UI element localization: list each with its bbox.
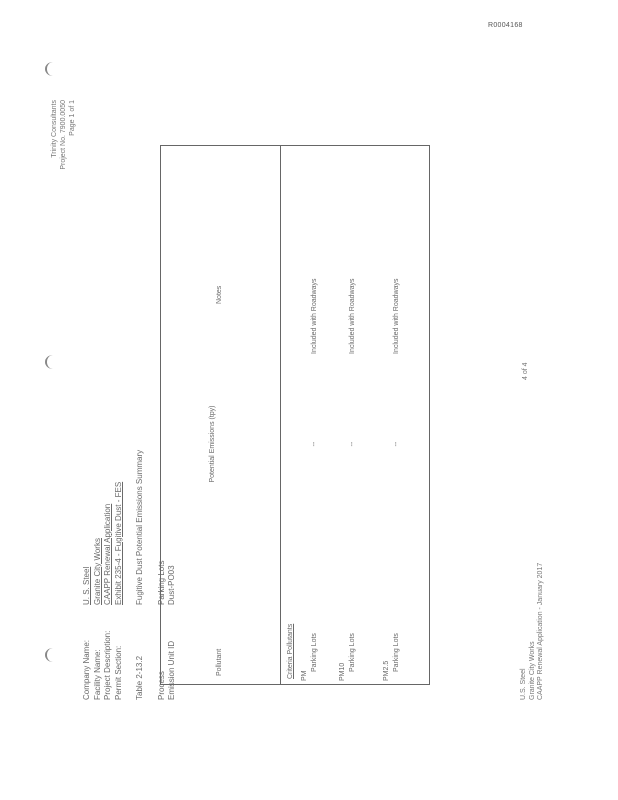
label-unit: Emission Unit ID <box>167 640 176 700</box>
value-facility: Granite City Works <box>92 538 102 605</box>
label-table: Table 2-13.2 <box>135 655 144 700</box>
table-row-sub: Parking Lots <box>311 633 318 672</box>
table-row-note: Included with Roadways <box>393 278 400 354</box>
project-number: Project No. 7900.0050 <box>60 100 67 170</box>
footer-facility: Granite City Works <box>528 641 536 700</box>
table-row-value: -- <box>311 441 318 447</box>
table-row-note: Included with Roadways <box>349 278 356 354</box>
footer-page-number: 4 of 4 <box>522 362 529 380</box>
table-row-sub: Parking Lots <box>393 633 400 672</box>
document-id: R0004168 <box>488 22 523 29</box>
col-potential-emissions: Potential Emissions (tpy) <box>209 405 216 483</box>
value-permit: Exhibit 235-4 - Fugitive Dust - FES <box>113 481 123 605</box>
table-row-sub: Parking Lots <box>349 633 356 672</box>
label-company: Company Name: <box>82 639 91 700</box>
footer-company: U.S. Steel <box>520 668 527 700</box>
table-row-pollutant: PM10 <box>339 662 346 681</box>
emissions-table <box>160 145 430 685</box>
value-company: U. S. Steel <box>82 566 91 605</box>
consultant-name: Trinity Consultants <box>51 100 58 158</box>
consultant-block <box>50 100 77 170</box>
footer-left <box>520 563 546 700</box>
page-of: Page 1 of 1 <box>69 100 76 136</box>
label-permit: Permit Section: <box>113 645 123 700</box>
label-process: Process <box>156 671 166 700</box>
table-row-pollutant: PM <box>301 670 308 681</box>
value-unit: Dust-PO03 <box>167 565 176 605</box>
table-row-pollutant: PM2.5 <box>383 660 390 681</box>
col-pollutant: Pollutant <box>216 648 223 676</box>
table-row-value: -- <box>349 441 356 447</box>
value-process: Parking Lots <box>156 560 166 605</box>
label-facility: Facility Name: <box>92 649 102 700</box>
table-header <box>161 146 281 684</box>
section-criteria: Criteria Pollutants <box>287 623 294 679</box>
footer-application: CAAPP Renewal Application - January 2017 <box>537 562 544 700</box>
value-table: Fugitive Dust Potential Emissions Summary <box>135 449 144 605</box>
table-row-value: -- <box>393 441 400 447</box>
col-notes: Notes <box>216 285 223 304</box>
table-row-note: Included with Roadways <box>311 278 318 354</box>
rotated-page <box>20 30 580 730</box>
label-project: Project Description: <box>103 630 112 700</box>
value-project: CAAPP Renewal Application <box>103 503 112 605</box>
